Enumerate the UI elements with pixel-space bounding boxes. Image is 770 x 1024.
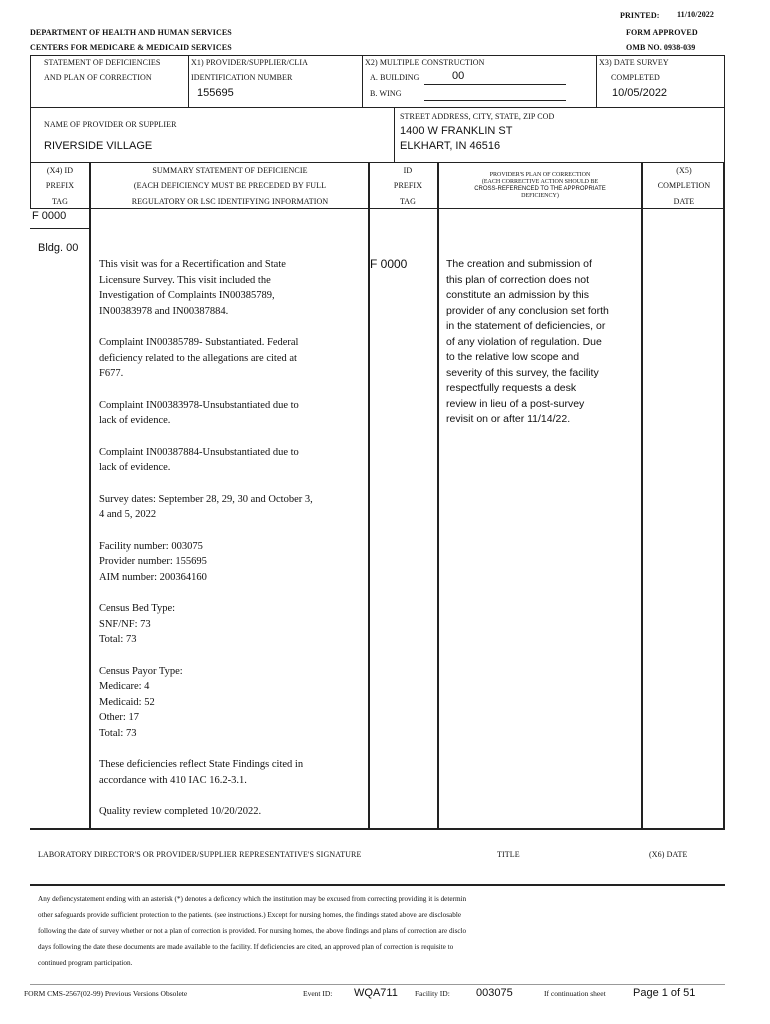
page-number: Page 1 of 51: [633, 987, 696, 999]
summary-line: Survey dates: September 28, 29, 30 and October 3,: [99, 493, 313, 505]
rule-provider-left: [30, 107, 31, 162]
statement-label-1: STATEMENT OF DEFICIENCIES: [44, 58, 161, 67]
rule-right: [724, 55, 725, 107]
building-tag: Bldg. 00: [38, 242, 79, 254]
x3-label-2: COMPLETED: [611, 73, 660, 82]
summary-line: Complaint IN00385789- Substantiated. Federal: [99, 337, 299, 348]
summary-line: lack of evidence.: [99, 415, 171, 426]
printed-label: PRINTED:: [620, 11, 660, 20]
plan-line: The creation and submission of: [446, 258, 592, 270]
summary-paragraph: [99, 601, 367, 648]
plan-line: revisit on or after 11/14/22.: [446, 413, 571, 425]
rule-provider-mid: [394, 107, 395, 162]
disclaimer-line: following the date of survey whether or not a plan of correction is provided. For nursing homes, the above findings and plans of correction are disclo: [38, 927, 467, 935]
summary-paragraph: [99, 757, 367, 788]
disclaimer-line: Any defiencystatement ending with an asterisk (*) denotes a deficency which the institution may be excused from correcting providing it is determin: [38, 895, 467, 903]
id-header-3: TAG: [399, 197, 417, 206]
summary-line: Census Bed Type:: [99, 603, 176, 614]
centers-title: CENTERS FOR MEDICARE & MEDICAID SERVICES: [30, 43, 232, 52]
disclaimer-line: days following the date these documents are made available to the facility. If deficiencies are cited, an approved plan of correction is requisite to: [38, 943, 454, 951]
plan-header-1: PROVIDER'S PLAN OF CORRECTION: [489, 172, 591, 178]
rule-provider-right: [724, 107, 725, 162]
summary-paragraph: [99, 335, 367, 382]
address-line-2: ELKHART, IN 46516: [400, 140, 501, 152]
summary-line: 4 and 5, 2022: [99, 509, 157, 520]
x4-header-1: (X4) ID: [46, 166, 74, 175]
summary-line: Licensure Survey. This visit included the: [99, 274, 271, 286]
id-header-2: PREFIX: [393, 181, 423, 190]
rule-col-left-head: [30, 162, 31, 208]
event-id-label: Event ID:: [303, 989, 333, 998]
wing-underline: [424, 100, 566, 101]
plan-line: review in lieu of a post-survey: [446, 397, 585, 410]
summary-line: lack of evidence.: [99, 462, 171, 473]
summary-line: F677.: [99, 368, 124, 379]
rule-id-bottom: [30, 107, 725, 108]
plan-line: provider of any conclusion set forth: [446, 304, 609, 317]
rule-col-right: [723, 162, 725, 828]
x4-header-3: TAG: [51, 197, 69, 206]
event-id-value: WQA711: [354, 987, 398, 999]
rule-col-plan: [641, 162, 643, 828]
signature-label: LABORATORY DIRECTOR'S OR PROVIDER/SUPPLIER REPRESENTATIVE'S SIGNATURE: [38, 850, 362, 859]
summary-line: This visit was for a Recertification and State: [99, 259, 286, 270]
tag-left: F 0000: [32, 210, 67, 222]
plan-line: to the relative low scope and: [446, 351, 580, 363]
summary-paragraph: [99, 257, 367, 319]
facility-id-value: 003075: [476, 987, 513, 999]
rule-signature-top: [30, 828, 725, 830]
x1-label-2: IDENTIFICATION NUMBER: [191, 73, 293, 82]
rule-x2: [362, 55, 363, 107]
summary-paragraph: [99, 398, 367, 429]
plan-line: constitute an admission by this: [446, 289, 589, 301]
provider-id-value: 155695: [197, 87, 234, 99]
tag-left-underline: [30, 228, 90, 229]
summary-line: Other: 17: [99, 712, 139, 723]
disclaimer-line: continued program participation.: [38, 959, 133, 967]
x1-label-1: X1) PROVIDER/SUPPLIER/CLIA: [191, 58, 309, 67]
rule-x3: [596, 55, 597, 107]
wing-label: B. WING: [370, 89, 402, 98]
plan-header-3: CROSS-REFERENCED TO THE APPROPRIATE: [474, 186, 606, 192]
x3-label-1: X3) DATE SURVEY: [599, 58, 669, 67]
summary-line: Complaint IN00383978-Unsubstantiated due to: [99, 399, 299, 411]
x5-header-3: DATE: [673, 197, 695, 206]
summary-line: These deficiencies reflect State Findings cited in: [99, 759, 304, 770]
summary-text: [99, 257, 367, 836]
signature-date-label: (X6) DATE: [649, 850, 688, 859]
x5-header-2: COMPLETION: [657, 181, 711, 190]
form-number: FORM CMS-2567(02-99) Previous Versions Obsolete: [24, 989, 188, 998]
summary-line: Medicare: 4: [99, 681, 150, 692]
rule-provider-bottom: [30, 162, 725, 163]
summary-line: Provider number: 155695: [99, 556, 207, 567]
department-title: DEPARTMENT OF HEALTH AND HUMAN SERVICES: [30, 28, 232, 37]
rule-col-id: [437, 162, 439, 828]
summary-line: Quality review completed 10/20/2022.: [99, 806, 262, 817]
tag-right: F 0000: [370, 257, 408, 271]
summary-line: Investigation of Complaints IN00385789,: [99, 290, 275, 301]
summary-line: accordance with 410 IAC 16.2-3.1.: [99, 774, 247, 786]
summary-header-1: SUMMARY STATEMENT OF DEFICIENCIE: [152, 166, 308, 175]
rule-header-bottom: [30, 208, 725, 209]
plan-line: in the statement of deficiencies, or: [446, 320, 606, 332]
omb-number: OMB NO. 0938-039: [626, 43, 696, 52]
plan-line: of any violation of regulation. Due: [446, 335, 602, 348]
summary-line: AIM number: 200364160: [99, 571, 207, 583]
summary-line: Census Payor Type:: [99, 665, 183, 677]
plan-line: respectfully requests a desk: [446, 382, 577, 394]
x2-label: X2) MULTIPLE CONSTRUCTION: [365, 58, 485, 67]
rule-col-x4: [89, 162, 91, 828]
summary-line: Total: 73: [99, 634, 137, 645]
summary-line: IN00383978 and IN00387884.: [99, 305, 229, 317]
summary-header-2: (EACH DEFICIENCY MUST BE PRECEDED BY FULL: [133, 181, 327, 190]
plan-line: severity of this survey, the facility: [446, 366, 599, 379]
plan-header-4: DEFICIENCY): [521, 193, 559, 199]
disclaimer: [38, 891, 728, 971]
plan-header-2: (EACH CORRECTIVE ACTION SHOULD BE: [481, 179, 599, 185]
x5-header-1: (X5): [676, 166, 692, 175]
rule-left: [30, 55, 31, 107]
building-label: A. BUILDING: [370, 73, 420, 82]
summary-paragraph: [99, 492, 367, 523]
facility-id-label: Facility ID:: [415, 989, 450, 998]
provider-name-value: RIVERSIDE VILLAGE: [44, 140, 153, 152]
building-underline: [424, 84, 566, 85]
summary-line: SNF/NF: 73: [99, 618, 151, 630]
address-label: STREET ADDRESS, CITY, STATE, ZIP COD: [400, 112, 555, 121]
summary-line: Total: 73: [99, 727, 137, 739]
building-value: 00: [452, 70, 465, 82]
title-label: TITLE: [497, 850, 520, 859]
printed-date: 11/10/2022: [677, 10, 715, 19]
summary-header-3: REGULATORY OR LSC IDENTIFYING INFORMATION: [131, 197, 329, 206]
continuation-label: If continuation sheet: [544, 989, 606, 998]
survey-date-value: 10/05/2022: [612, 87, 668, 99]
summary-paragraph: [99, 445, 367, 476]
summary-line: Medicaid: 52: [99, 696, 155, 708]
summary-line: Facility number: 003075: [99, 540, 203, 552]
disclaimer-line: other safeguards provide sufficient protection to the patients. (see instructions.) Except for nursing homes, the findings stated above are disclosable: [38, 911, 462, 919]
plan-line: this plan of correction does not: [446, 273, 590, 286]
summary-line: deficiency related to the allegations are cited at: [99, 352, 297, 364]
summary-paragraph: [99, 664, 367, 742]
rule-footer: [30, 984, 725, 985]
statement-label-2: AND PLAN OF CORRECTION: [44, 73, 152, 82]
rule-signature-bottom: [30, 884, 725, 886]
plan-of-correction-text: [446, 257, 640, 428]
x4-header-2: PREFIX: [45, 181, 75, 190]
rule-top: [30, 55, 725, 56]
address-line-1: 1400 W FRANKLIN ST: [400, 125, 513, 137]
summary-line: Complaint IN00387884-Unsubstantiated due to: [99, 446, 299, 458]
form-approved: FORM APPROVED: [626, 28, 698, 37]
summary-paragraph: [99, 539, 367, 586]
id-header-1: ID: [403, 166, 413, 175]
summary-paragraph: [99, 804, 367, 820]
provider-name-label: NAME OF PROVIDER OR SUPPLIER: [44, 120, 177, 129]
rule-x1: [188, 55, 189, 107]
